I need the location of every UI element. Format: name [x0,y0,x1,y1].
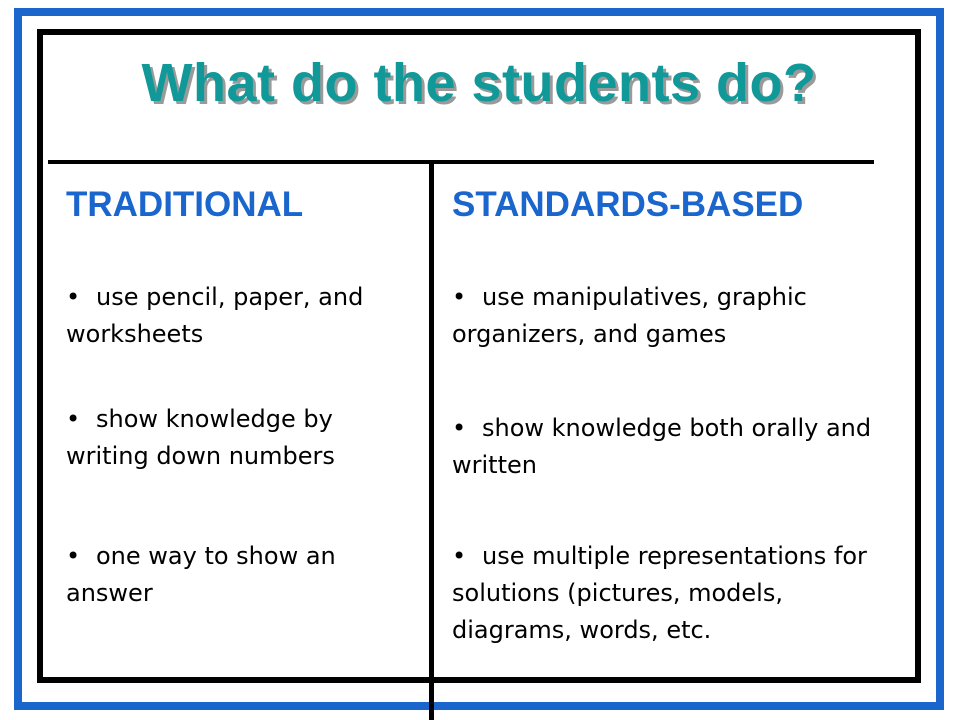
bullet-dot: • [452,542,467,570]
bullet-item [452,279,902,353]
bullet-dot: • [66,542,81,570]
bullet-text: show knowledge both orally and written [452,414,872,479]
bullet-text: one way to show an answer [66,542,336,607]
vertical-divider [429,164,434,720]
bullet-dot: • [452,414,467,442]
bullet-text: use pencil, paper, and worksheets [66,283,364,348]
column-heading-standards-based: STANDARDS-BASED [452,185,804,224]
bullet-item [452,538,902,649]
horizontal-divider [48,160,874,164]
bullet-dot: • [452,283,467,311]
bullet-dot: • [66,405,81,433]
bullet-text: show knowledge by writing down numbers [66,405,335,470]
bullet-text: use manipulatives, graphic organizers, and games [452,283,807,348]
slide-title: What do the students do? [141,53,817,113]
bullet-item [66,538,416,612]
column-heading-traditional: TRADITIONAL [66,185,304,224]
bullet-item [452,410,902,484]
bullet-item [66,279,416,353]
bullet-dot: • [66,283,81,311]
bullet-item [66,401,416,475]
bullet-text: use multiple representations for solutions (pictures, models, diagrams, words, etc. [452,542,867,644]
